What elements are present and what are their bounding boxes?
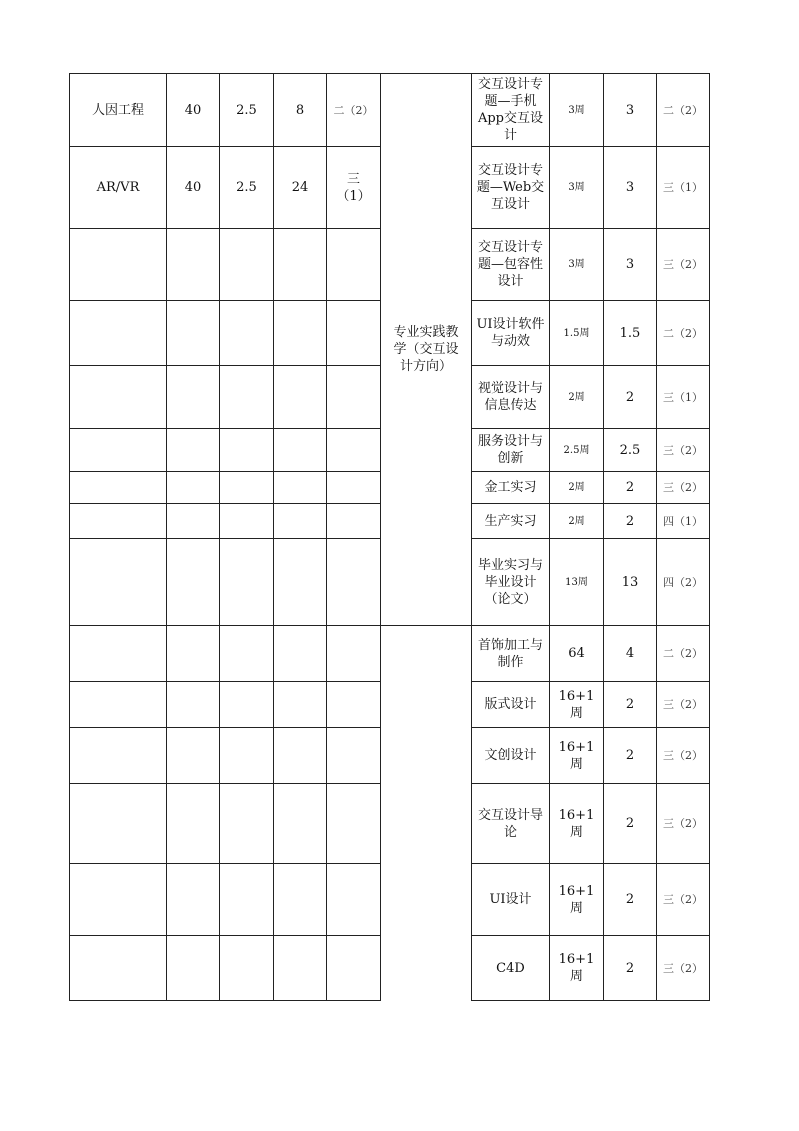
left-credits-cell [219,783,274,864]
left-credits-cell [219,428,274,472]
left-credits-cell: 2.5 [219,73,274,147]
left-course-name-cell [69,863,167,936]
right-credits-cell: 2 [603,681,657,728]
right-duration-cell: 13周 [549,538,604,626]
right-course-name-cell: 金工实习 [471,471,550,504]
right-semester-cell: 三（2） [656,727,710,784]
left-semester-cell: 二（2） [326,73,381,147]
left-course-name-cell [69,428,167,472]
left-practice-hours-cell [273,228,327,301]
right-credits-cell: 2 [603,471,657,504]
left-semester-cell [326,538,381,626]
left-course-name-cell [69,471,167,504]
right-duration-cell: 1.5周 [549,300,604,366]
left-credits-cell [219,300,274,366]
right-duration-cell: 2周 [549,365,604,429]
left-course-name-cell [69,365,167,429]
left-course-name-cell [69,300,167,366]
right-course-name-cell: 视觉设计与信息传达 [471,365,550,429]
left-credits-cell [219,228,274,301]
right-course-name-cell: 首饰加工与制作 [471,625,550,682]
left-semester-cell [326,503,381,539]
right-duration-cell: 16+1周 [549,783,604,864]
right-course-name-cell: UI设计软件与动效 [471,300,550,366]
left-course-name-cell: AR/VR [69,146,167,229]
right-duration-cell: 2.5周 [549,428,604,472]
right-course-name-cell: 生产实习 [471,503,550,539]
right-course-name-cell: 文创设计 [471,727,550,784]
left-practice-hours-cell: 8 [273,73,327,147]
right-course-name-cell: 交互设计专题—包容性设计 [471,228,550,301]
right-duration-cell: 2周 [549,503,604,539]
left-semester-cell [326,471,381,504]
right-course-name-cell: 服务设计与创新 [471,428,550,472]
left-practice-hours-cell [273,863,327,936]
right-course-name-cell: 交互设计专题—Web交互设计 [471,146,550,229]
left-hours-cell [166,428,220,472]
left-hours-cell [166,625,220,682]
left-hours-cell [166,681,220,728]
left-hours-cell [166,863,220,936]
right-course-name-cell: 版式设计 [471,681,550,728]
right-course-name-cell: C4D [471,935,550,1001]
category-cell: 专业实践教学（交互设计方向） [380,73,472,626]
left-semester-cell [326,365,381,429]
left-hours-cell [166,727,220,784]
left-hours-cell [166,228,220,301]
right-duration-cell: 3周 [549,73,604,147]
left-course-name-cell [69,503,167,539]
left-hours-cell: 40 [166,73,220,147]
left-semester-cell: 三（1） [326,146,381,229]
left-practice-hours-cell: 24 [273,146,327,229]
left-credits-cell [219,503,274,539]
right-credits-cell: 2 [603,783,657,864]
right-duration-cell: 3周 [549,146,604,229]
right-credits-cell: 4 [603,625,657,682]
left-hours-cell [166,365,220,429]
right-semester-cell: 三（2） [656,228,710,301]
right-semester-cell: 二（2） [656,625,710,682]
left-course-name-cell [69,935,167,1001]
right-credits-cell: 2 [603,727,657,784]
left-semester-cell [326,935,381,1001]
right-semester-cell: 三（2） [656,935,710,1001]
left-credits-cell [219,935,274,1001]
left-course-name-cell [69,538,167,626]
right-course-name-cell: UI设计 [471,863,550,936]
right-credits-cell: 2 [603,863,657,936]
divider [380,625,381,1000]
left-hours-cell [166,471,220,504]
left-practice-hours-cell [273,503,327,539]
left-hours-cell [166,538,220,626]
right-semester-cell: 三（1） [656,146,710,229]
right-semester-cell: 三（2） [656,471,710,504]
right-duration-cell: 16+1周 [549,935,604,1001]
left-credits-cell [219,681,274,728]
right-duration-cell: 16+1周 [549,681,604,728]
left-credits-cell: 2.5 [219,146,274,229]
right-course-name-cell: 交互设计专题—手机App交互设计 [471,73,550,147]
right-semester-cell: 三（2） [656,783,710,864]
left-practice-hours-cell [273,300,327,366]
right-semester-cell: 三（2） [656,428,710,472]
right-credits-cell: 2.5 [603,428,657,472]
right-credits-cell: 2 [603,503,657,539]
left-semester-cell [326,300,381,366]
left-credits-cell [219,365,274,429]
left-practice-hours-cell [273,727,327,784]
left-hours-cell [166,503,220,539]
right-course-name-cell: 毕业实习与毕业设计（论文） [471,538,550,626]
left-semester-cell [326,428,381,472]
right-semester-cell: 二（2） [656,73,710,147]
right-semester-cell: 四（2） [656,538,710,626]
left-credits-cell [219,471,274,504]
right-credits-cell: 3 [603,73,657,147]
left-semester-cell [326,228,381,301]
right-credits-cell: 3 [603,146,657,229]
left-credits-cell [219,727,274,784]
right-duration-cell: 2周 [549,471,604,504]
left-course-name-cell [69,625,167,682]
right-credits-cell: 3 [603,228,657,301]
right-credits-cell: 2 [603,365,657,429]
right-credits-cell: 13 [603,538,657,626]
left-practice-hours-cell [273,935,327,1001]
right-credits-cell: 2 [603,935,657,1001]
left-course-name-cell [69,681,167,728]
right-duration-cell: 3周 [549,228,604,301]
left-credits-cell [219,863,274,936]
left-practice-hours-cell [273,681,327,728]
left-semester-cell [326,783,381,864]
left-practice-hours-cell [273,428,327,472]
left-credits-cell [219,625,274,682]
right-semester-cell: 三（1） [656,365,710,429]
left-practice-hours-cell [273,538,327,626]
left-credits-cell [219,538,274,626]
left-course-name-cell [69,727,167,784]
left-hours-cell: 40 [166,146,220,229]
left-course-name-cell: 人因工程 [69,73,167,147]
left-hours-cell [166,300,220,366]
right-semester-cell: 三（2） [656,863,710,936]
right-course-name-cell: 交互设计导论 [471,783,550,864]
left-practice-hours-cell [273,625,327,682]
right-credits-cell: 1.5 [603,300,657,366]
left-semester-cell [326,625,381,682]
right-semester-cell: 三（2） [656,681,710,728]
right-duration-cell: 16+1周 [549,727,604,784]
left-practice-hours-cell [273,783,327,864]
right-duration-cell: 16+1周 [549,863,604,936]
left-semester-cell [326,681,381,728]
left-course-name-cell [69,228,167,301]
left-semester-cell [326,727,381,784]
right-semester-cell: 二（2） [656,300,710,366]
left-practice-hours-cell [273,365,327,429]
left-semester-cell [326,863,381,936]
left-course-name-cell [69,783,167,864]
left-hours-cell [166,935,220,1001]
right-duration-cell: 64 [549,625,604,682]
left-practice-hours-cell [273,471,327,504]
right-semester-cell: 四（1） [656,503,710,539]
left-hours-cell [166,783,220,864]
